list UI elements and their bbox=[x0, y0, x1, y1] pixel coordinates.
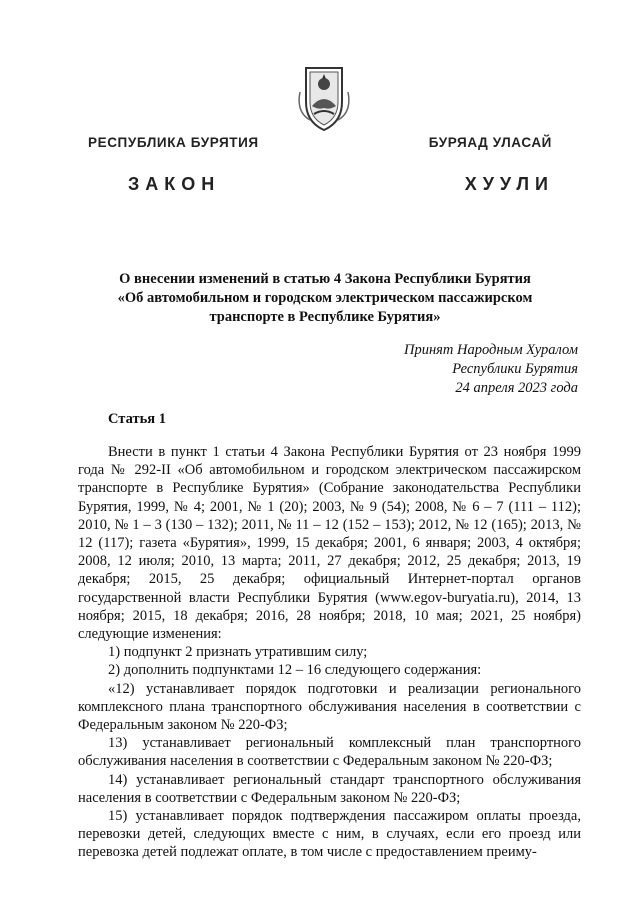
law-title-line: транспорте в Республике Бурятия» bbox=[209, 309, 441, 325]
body-paragraph: 13) устанавливает региональный комплексный план транспортного обслуживания населения в соответствии с Федеральным законом № 220-ФЗ; bbox=[78, 735, 581, 770]
adoption-line: Республики Бурятия bbox=[452, 361, 578, 377]
coat-of-arms-emblem bbox=[296, 62, 352, 132]
republic-title-russian: РЕСПУБЛИКА БУРЯТИЯ bbox=[88, 135, 259, 150]
adoption-line: Принят Народным Хуралом bbox=[403, 342, 578, 358]
article-heading: Статья 1 bbox=[108, 411, 166, 427]
republic-title-buryat: БУРЯАД УЛАСАЙ bbox=[428, 135, 552, 150]
body-paragraph: 15) устанавливает порядок подтверждения пассажиром оплаты проезда, перевозки детей, следующих вместе с ним, в случаях, если его проезд или перевозка детей подлежат оплате, в том числе с предоставлением преиму- bbox=[78, 808, 581, 861]
body-paragraph: «12) устанавливает порядок подготовки и реализации регионального комплексного плана транспортного обслуживания населения в соответствии с Федеральным законом № 220-ФЗ; bbox=[78, 680, 581, 734]
body-paragraph: 14) устанавливает региональный стандарт транспортного обслуживания населения в соответствии с Федеральным законом № 220-ФЗ; bbox=[78, 771, 581, 806]
law-title-line: О внесении изменений в статью 4 Закона Республики Бурятия bbox=[119, 271, 531, 287]
body-paragraph: 2) дополнить подпунктами 12 – 16 следующего содержания: bbox=[108, 662, 482, 679]
article-body bbox=[78, 443, 581, 862]
law-label-russian: ЗАКОН bbox=[128, 174, 221, 194]
adoption-note bbox=[404, 341, 578, 398]
law-label-buryat: ХУУЛИ bbox=[464, 174, 554, 194]
law-title-line: «Об автомобильном и городском электрическом пассажирском bbox=[117, 290, 533, 306]
body-paragraph: 1) подпункт 2 признать утратившим силу; bbox=[108, 644, 368, 661]
adoption-date: 24 апреля 2023 года bbox=[455, 380, 578, 396]
body-paragraph: Внести в пункт 1 статьи 4 Закона Республики Бурятия от 23 ноября 1999 года № 292-II «Об автомобильном и городском электрическом пассажирском транспорте в Республике Бурятия» (Собрание законодательства Республики Бурятия, 1999, № 4; 2001, № 1 (20); 2003, № 9 (54); 2008, № 6 – 7 (111 – 112); 2010, № 1 – 3 (130 – 132); 2011, № 11 – 12 (152 – 153); 2012, № 12 (165); 2013, № 12 (117); газета «Бурятия», 1999, 15 декабря; 2001, 6 января; 2003, 4 октября; 2008, 12 июля; 2010, 13 марта; 2011, 27 декабря; 2012, 25 декабря; 2013, 19 декабря; 2015, 25 декабря; официальный Интернет-портал органов государственной власти Республики Бурятия (www.egov-buryatia.ru), 2014, 13 ноября; 2015, 18 декабря; 2016, 28 ноября; 2018, 10 мая; 2021, 25 ноября) следующие изменения: bbox=[78, 444, 581, 643]
law-title bbox=[90, 270, 560, 327]
